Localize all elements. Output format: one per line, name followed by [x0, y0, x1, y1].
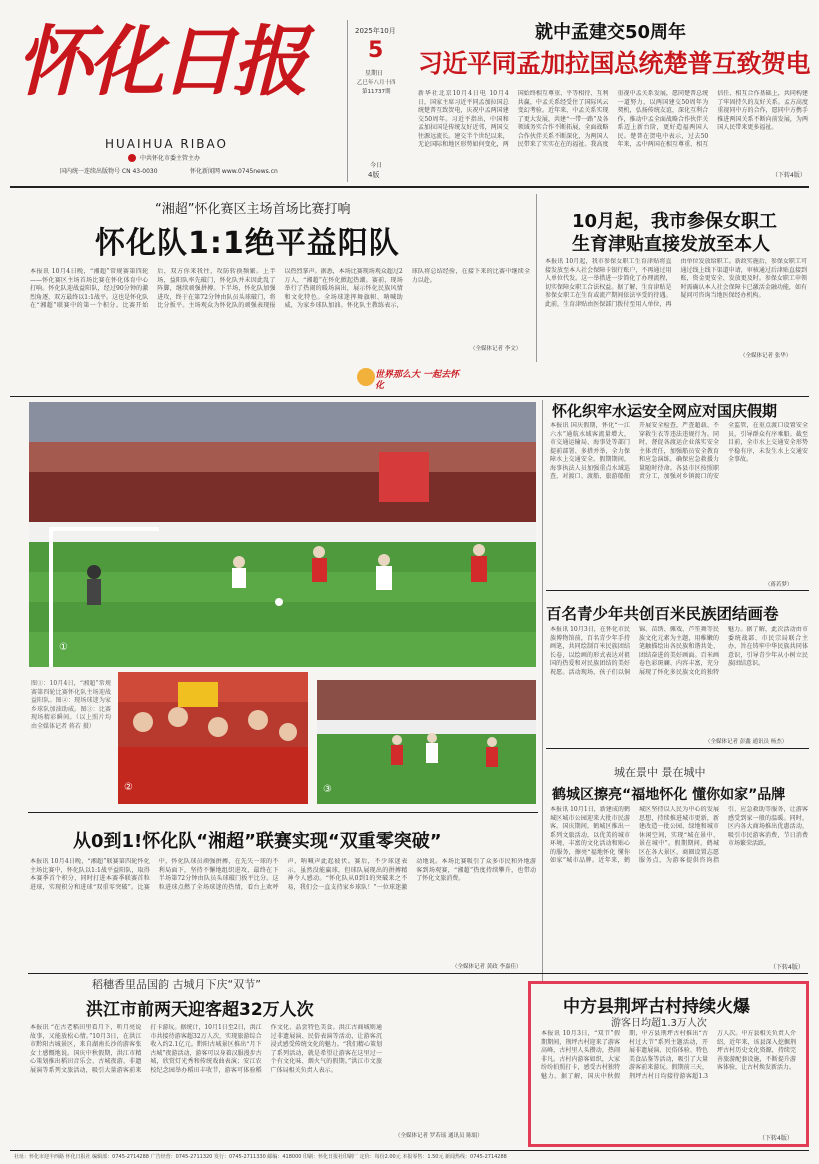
zero-body: 本报讯 10月4日晚，“湘超”联赛第四轮怀化主场比赛中，怀化队以1:1战平益阳队，取得本赛季首个积分，同时打进本赛季联赛首粒进球，实现积分和进球“双重零突破”。比赛中，怀化队球员顽强拼搏，在先失一球的不利局面下，坚持不懈地组织进攻，最终在下半场第72分钟由队员头球破门扳平比分。这粒进球点燃了全场球迷的热情，看台上欢呼声、呐喊声此起彼伏。赛后，不少球迷表示，虽然没能赢球，但球队展现出的拼搏精神令人感动。“怀化队从0到1的突破来之不易，我们会一直支持家乡球队！”一位球迷激动地说。本场比赛吸引了众多市民和外地游客到场观赛，“湘超”热度持续攀升，也带动了怀化文旅消费。 — [30, 858, 536, 891]
youth-body: 本报讯 10月3日，在怀化市民族博物馆前，百名青少年手持画笔，共同绘制百米民族团结长卷，以绘画的形式表达对祖国的热爱和对民族团结的美好祝愿。活动现场，孩子们以侗锦、苗绣、傩戏、芦笙舞等民族文化元素为主题，用稚嫩的笔触描绘出各民族和谐共处、团结奋进的美好画面。百米画卷色彩斑斓、内容丰富，充分展现了怀化多民族文化的独特魅力。据了解，此次活动由市委统战部、市民宗局联合主办，旨在铸牢中华民族共同体意识，引导青少年从小树立民族团结意识。 — [550, 626, 808, 676]
youth-credit: （全媒体记者 彭鑫 通讯员 杨杰） — [705, 739, 788, 745]
hongjiang-body: 本报讯 “在古老稻田里看月下，听月亮说故事，又能放松心情。”10月3日，在洪江市黔阳古城景区，来自湖南长沙的游客张女士感慨地说。国庆中秋假期，洪江市精心策划推出稻田音乐会、古城夜游、非遗展演等系列文旅活动，吸引大量游客前来打卡游玩。据统计，10月1日至2日，洪江市共接待游客超32万人次，实现旅游综合收入约2.1亿元。黔阳古城景区推出“月下古城”夜游活动，游客可以身着汉服漫步古城，欣赏灯光秀和传统戏曲表演；安江农校纪念园举办稻田丰收节，游客可体验稻作文化、品尝特色美食。洪江古商城则通过非遗展演、民俗表演等活动，让游客沉浸式感受传统文化的魅力。“我们精心策划了系列活动，就是希望让游客在这里过一个有文化味、烟火气的假期。”洪江市文旅广体局相关负责人表示。 — [30, 1024, 382, 1074]
publisher-logo-icon — [128, 154, 136, 162]
date-lunar: 乙巳年八月十四 — [357, 80, 396, 86]
transport-body: 本报讯 国庆假期，怀化“一江六水”通航水域客流量增大，市交通运输局、海事处等部门提前部署、多措并举，全力保障水上交通安全。假期期间，海事执法人员加强重点水域巡查，对渡口、渡船、旅游船舶开展安全检查，严查超载、不穿救生衣等违法违规行为。同时，督促各渡运企业落实安全主体责任，加强船员安全教育和应急演练，确保应急救援力量随时待命。各县市区按照职责分工，加强对乡镇渡口的安全监管，在重点渡口设置安全员，引导群众有序乘船。截至目前，全市水上交通安全形势平稳有序，未发生水上交通安全事故。 — [550, 422, 808, 480]
fans-photo — [118, 672, 308, 804]
hecheng-body: 本报讯 10月1日，新建成的鹤城区城市公园迎来大批市民游客。国庆期间，鹤城区推出一系列文旅活动，以优美的城市环境、丰富的文化活动和贴心的服务，擦亮“福地怀化 懂你如家”城市品牌。近年来，鹤城区坚持以人民为中心的发展思想，持续推进城市更新，新建改造一批公园、绿地和城市休闲空间，实现“城在景中、景在城中”。假期期间，鹤城区在各大景区、商圈设置志愿服务点，为游客提供咨询指引、应急救助等服务，让游客感受到家一般的温暖。同时，区内各大商场推出优惠活动，吸引市民游客消费，节日消费市场繁荣活跃。 — [550, 806, 808, 864]
insurance-headline-2: 生育津贴直接发放至本人 — [572, 234, 770, 255]
match-action-photo — [317, 680, 536, 804]
footer-info: 社址：怀化市迎丰西路 怀化日报社 编辑部：0745-2714288 广告经营：0745-2711320 发行：0745-2711330 邮编：418000 印刷：怀化日报社印刷厂 定价：每份2.00元 本报零售：1.50元 新闻热线：0745-2714288 — [14, 1154, 507, 1160]
hongjiang-headline: 洪江市前两天迎客超32万人次 — [86, 1000, 314, 1020]
transport-credit: （蒋若梦） — [765, 582, 793, 588]
cn-number: 国内统一连续出版物号 CN 43-0030 — [60, 168, 158, 175]
website: 怀化新闻网 www.0745news.cn — [190, 168, 278, 175]
slogan-banner — [355, 364, 465, 394]
match-action-image — [317, 680, 536, 804]
stadium-scene-image — [29, 402, 536, 667]
xiangchao-kicker: “湘超”怀化赛区主场首场比赛打响 — [155, 202, 351, 217]
masthead-pinyin: HUAIHUA RIBAO — [105, 137, 228, 151]
hecheng-more[interactable]: （下转4版） — [770, 964, 804, 971]
main-photo-caption: 图①：10月4日，“湘超”常规赛第四轮比赛怀化队主场迎战益阳队。图②：现场球迷为家乡球队加油助威。图③：比赛现场精彩瞬间。（以上照片均由全媒体记者 蒋若 摄） — [31, 680, 111, 730]
insurance-credit: （全媒体记者 张华） — [740, 353, 792, 359]
date-day: 5 — [368, 38, 384, 63]
xiangchao-credit: （全媒体记者 李文） — [470, 346, 522, 352]
pages-count: 4版 — [368, 171, 380, 179]
slogan-text: 世界那么大 一起去怀化 — [375, 370, 460, 391]
top-story-kicker: 就中孟建交50周年 — [535, 22, 687, 43]
hongjiang-credit: （全媒体记者 罗若瑶 通讯员 陈娟） — [395, 1133, 483, 1139]
top-story-more[interactable]: （下转4版） — [772, 172, 806, 179]
photo-label-1: ① — [59, 642, 68, 653]
hongjiang-kicker: 稻穗香里品国韵 古城月下庆“双节” — [92, 978, 261, 991]
slogan-sun-icon — [357, 368, 375, 386]
xiangchao-headline: 怀化队1:1绝平益阳队 — [95, 226, 400, 261]
main-football-photo — [29, 402, 536, 667]
issue-number: 第11737期 — [362, 89, 391, 95]
top-story-body: 新华社北京10月4日电 10月4日，国家主席习近平同孟加拉国总统楚普互致贺电，庆祝中孟两国建交50周年。习近平指出，中国和孟加拉国是传统友好近邻，两国交往源远流长。建交半个世纪以来，无论国际和地区形势如何变化，两国始终相互尊重、平等相待、互利共赢，中孟关系经受住了国际风云变幻考验。近年来，中孟关系实现了更大发展，共建“一带一路”及各领域务实合作不断拓展，全面战略合作伙伴关系不断深化，为两国人民带来了实实在在的福祉。我高度重视中孟关系发展，愿同楚普总统一道努力，以两国建交50周年为契机，弘扬传统友谊，深化互利合作，推动中孟全面战略合作伙伴关系迈上新台阶，更好造福两国人民。楚普在贺电中表示，过去50年来，孟中两国在相互尊重、相互信任、相互合作基础上，共同构建了牢固持久的友好关系。孟方高度重视同中方的合作，愿同中方携手推进两国关系不断向前发展，为两国人民带来更多福祉。 — [418, 90, 808, 148]
publisher: 中共怀化市委主管主办 — [140, 155, 201, 162]
zero-headline: 从0到1!怀化队“湘超”联赛实现“双重零突破” — [73, 831, 442, 852]
top-story-headline: 习近平同孟加拉国总统楚普互致贺电 — [418, 49, 811, 78]
photo-label-2: ② — [124, 782, 133, 793]
insurance-body: 本报讯 10月起，我市参保女职工生育津贴将直接发放至本人社会保障卡银行账户，不再通过用人单位代发。这一举措进一步简化了办理流程，切实保障女职工合法权益。据了解，生育津贴是参保女职工在生育或流产期间依法享受的待遇。此前，生育津贴由医保部门拨付至用人单位，再由单位发放给职工。新政实施后，参保女职工可通过线上线下渠道申请，审核通过后津贴直接到账，资金更安全、发放更及时。参保女职工申领时需确认本人社会保障卡已激活金融功能，如有疑问可咨询当地医保经办机构。 — [545, 258, 807, 308]
date-year-month: 2025年10月 — [355, 27, 396, 35]
zero-credit: （全媒体记者 黄政 李嘉佳） — [452, 964, 522, 970]
insurance-headline-1: 10月起，我市参保女职工 — [572, 211, 778, 232]
jingping-more[interactable]: （下转4版） — [759, 1135, 793, 1142]
pages-label: 今日 — [370, 162, 383, 169]
jingping-headline: 中方县荆坪古村持续火爆 — [563, 997, 750, 1017]
date-weekday: 星期日 — [365, 70, 384, 77]
transport-headline: 怀化织牢水运安全网应对国庆假期 — [552, 402, 778, 420]
masthead-title: 怀化日报 — [16, 17, 304, 106]
photo-label-3: ③ — [323, 784, 332, 795]
hecheng-headline: 鹤城区擦亮“福地怀化 懂你如家”品牌 — [552, 787, 786, 803]
jingping-highlight-box[interactable] — [528, 981, 809, 1147]
hecheng-kicker: 城在景中 景在城中 — [614, 766, 706, 779]
jingping-subhead: 游客日均超1.3万人次 — [611, 1018, 707, 1029]
jingping-body: 本报讯 10月3日，“双节”假期期间，荆坪古村迎来了游客高峰，古村里人头攒动，热闹非凡。古村内游客如织，大家纷纷拍照打卡，感受古村独特魅力。据了解，国庆中秋假期，中方县荆坪古村推出“古村过大节”系列主题活动，开展非遗展演、民俗体验、特色美食品鉴等活动，吸引了大量游客前来游玩。假期前三天，荆坪古村日均接待游客超1.3万人次。中方县相关负责人介绍，近年来，该县深入挖掘荆坪古村历史文化资源，持续完善旅游配套设施，不断提升游客体验，让古村焕发新活力。 — [541, 1030, 796, 1080]
youth-headline: 百名青少年共创百米民族团结画卷 — [546, 605, 779, 623]
hongjiang-body-overflow — [390, 978, 520, 1138]
fans-cheering-image — [118, 672, 308, 804]
xiangchao-body: 本报讯 10月4日晚，“湘超”常规赛第四轮——怀化赛区主场首场比赛在怀化体育中心打响。怀化队迎战益阳队，经过90分钟的激烈角逐，双方最终以1:1战平。这也是怀化队在“湘超”联赛中的第一个积分。比赛开始后，双方你来我往，攻防转换频繁。上半场，益阳队率先破门，怀化队并未因此乱了阵脚，继续顽强拼搏。下半场，怀化队加强进攻，终于在第72分钟由队员头球破门，将比分扳平。主场观众为怀化队的顽强表现报以热烈掌声。据悉，本场比赛现场观众超过2万人，“湘超”在怀化掀起热潮。赛前，现场举行了热闹的暖场演出，展示怀化民族风情和文化特色。全场球迷挥舞旗帜、呐喊助威，为家乡球队加油。怀化队主教练表示，球队将总结经验，在接下来的比赛中继续全力以赴。 — [30, 268, 530, 309]
